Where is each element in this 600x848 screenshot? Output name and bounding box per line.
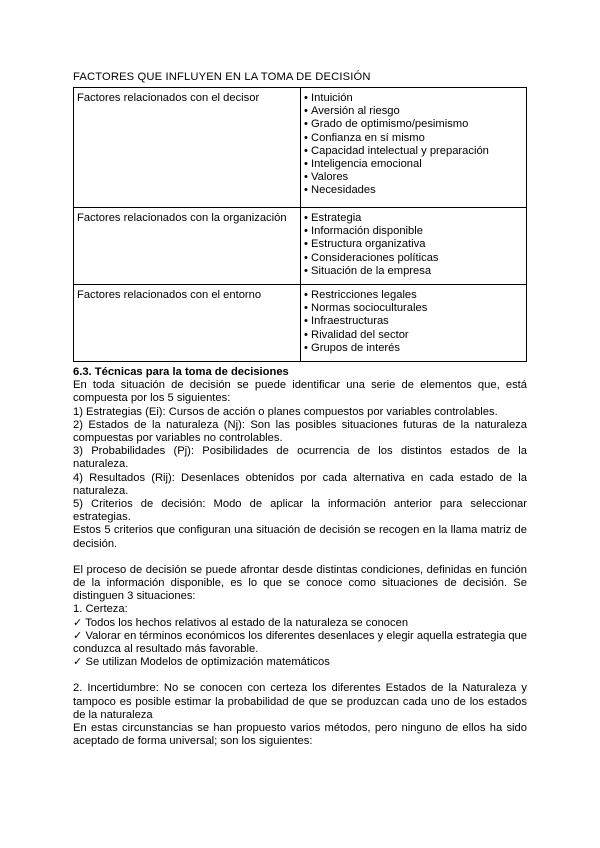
- list-item: • Grado de optimismo/pesimismo: [304, 118, 523, 131]
- list-item: • Capacidad intelectual y preparación: [304, 145, 523, 158]
- list-item: • Grupos de interés: [304, 342, 523, 355]
- element-item: 5) Criterios de decisión: Modo de aplicar la información anterior para seleccionar estrategias.: [73, 498, 527, 524]
- factor-label: Factores relacionados con el decisor: [74, 88, 301, 208]
- list-item: • Aversión al riesgo: [304, 105, 523, 118]
- table-row: [74, 285, 527, 362]
- table-row: [74, 208, 527, 285]
- list-item: • Estrategia: [304, 212, 523, 225]
- list-item: • Valores: [304, 171, 523, 184]
- factor-label: Factores relacionados con el entorno: [74, 285, 301, 362]
- list-item: • Normas socioculturales: [304, 302, 523, 315]
- check-item: ✓ Se utilizan Modelos de optimización matemáticos: [73, 656, 330, 669]
- list-item: • Intuición: [304, 92, 523, 105]
- factor-items: [301, 88, 527, 208]
- check-item: ✓ Valorar en términos económicos los diferentes desenlaces y elegir aquella estrategia que conduzca al resultado más favorable.: [73, 629, 527, 656]
- list-item: • Confianza en sí mismo: [304, 132, 523, 145]
- paragraph: En toda situación de decisión se puede identificar una serie de elementos que, está compuesta por los 5 siguientes:: [73, 379, 527, 405]
- paragraph: El proceso de decisión se puede afrontar desde distintas condiciones, definidas en función de la información disponible, es lo que se conoce como situaciones de decisión. Se distinguen 3 situaciones:: [73, 563, 527, 603]
- element-item: 2) Estados de la naturaleza (Nj): Son las posibles situaciones futuras de la naturaleza compuestas por variables no controlables.: [73, 418, 527, 445]
- list-item: • Necesidades: [304, 184, 523, 197]
- list-item: • Infraestructuras: [304, 315, 523, 328]
- paragraph: En estas circunstancias se han propuesto varios métodos, pero ninguno de ellos ha sido aceptado de forma universal; son los siguientes:: [73, 722, 527, 748]
- paragraph: Estos 5 criterios que configuran una situación de decisión se recogen en la llama matriz de decisión.: [73, 524, 527, 550]
- table-row: [74, 88, 527, 208]
- factors-table: [73, 87, 527, 362]
- element-item: 3) Probabilidades (Pj): Posibilidades de ocurrencia de los distintos estados de la naturaleza.: [73, 445, 527, 471]
- list-item: • Inteligencia emocional: [304, 158, 523, 171]
- factor-items: [301, 208, 527, 285]
- factor-label: Factores relacionados con la organización: [74, 208, 301, 285]
- subheading: 1. Certeza:: [73, 603, 128, 616]
- list-item: • Información disponible: [304, 225, 523, 238]
- list-item: • Consideraciones políticas: [304, 252, 523, 265]
- section-body: [73, 366, 527, 748]
- list-item: • Situación de la empresa: [304, 265, 523, 278]
- list-item: • Estructura organizativa: [304, 238, 523, 251]
- table-title: FACTORES QUE INFLUYEN EN LA TOMA DE DECISIÓN: [73, 71, 371, 83]
- paragraph: 2. Incertidumbre: No se conocen con certeza los diferentes Estados de la Naturaleza y tampoco es posible estimar la probabilidad de que se produzcan cada uno de los estados de la naturaleza: [73, 682, 527, 721]
- check-item: ✓ Todos los hechos relativos al estado de la naturaleza se conocen: [73, 616, 409, 629]
- list-item: • Restricciones legales: [304, 289, 523, 302]
- element-item: 4) Resultados (Rij): Desenlaces obtenidos por cada alternativa en cada estado de la naturaleza.: [73, 471, 527, 497]
- section-heading: 6.3. Técnicas para la toma de decisiones: [73, 366, 289, 378]
- element-item: 1) Estrategias (Ei): Cursos de acción o planes compuestos por variables controlables.: [73, 405, 498, 418]
- list-item: • Rivalidad del sector: [304, 329, 523, 342]
- factor-items: [301, 285, 527, 362]
